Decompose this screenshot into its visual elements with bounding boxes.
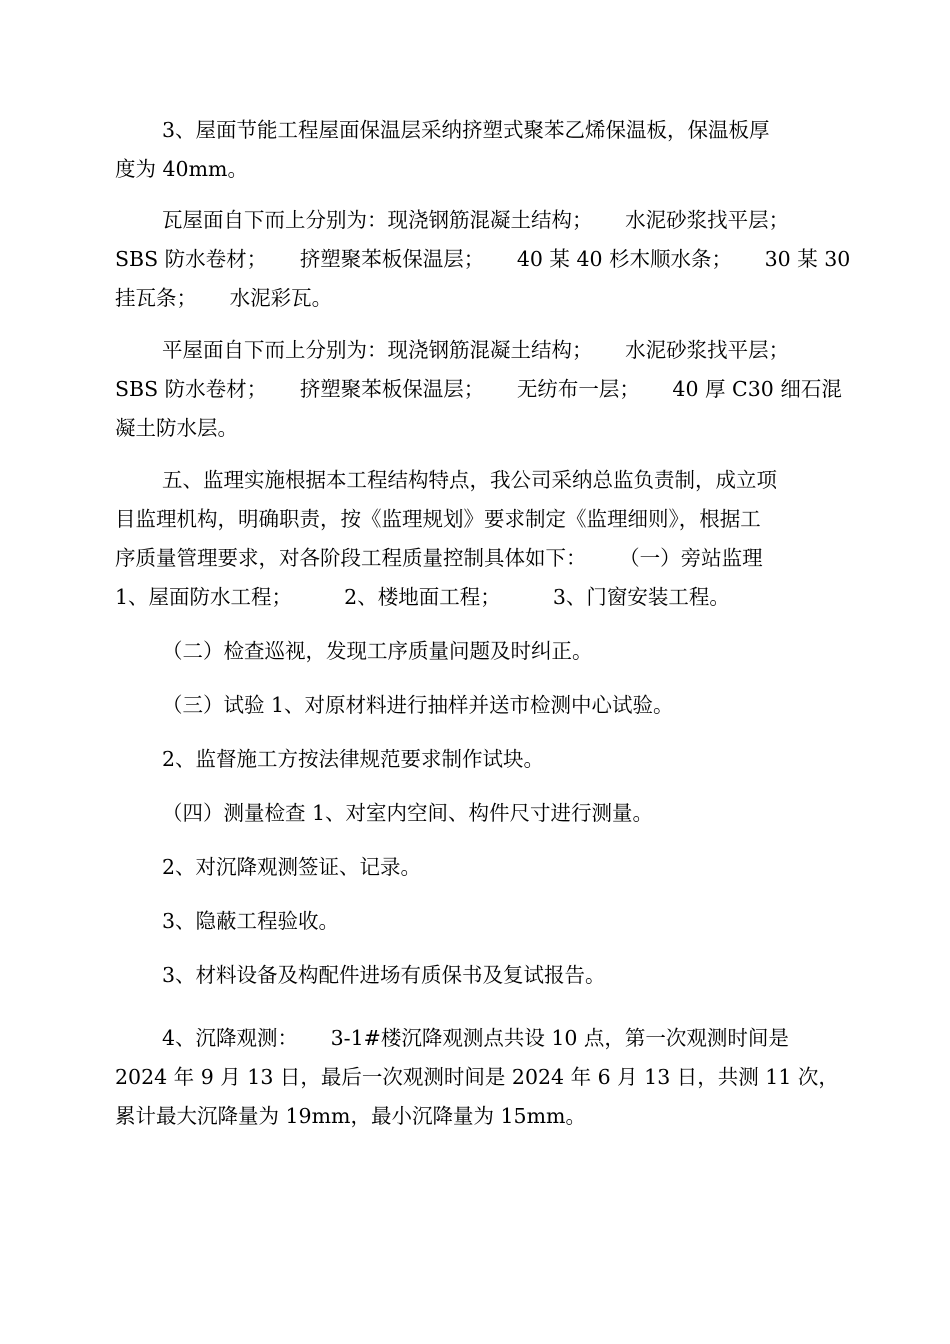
text-line: 3、材料设备及构配件进场有质保书及复试报告。 (162, 963, 606, 987)
text-line: 五、监理实施根据本工程结构特点，我公司采纳总监负责制，成立项 (162, 468, 777, 492)
text-line: （三）试验 1、对原材料进行抽样并送市检测中心试验。 (162, 693, 674, 717)
text-line: 4、沉降观测： 3-1#楼沉降观测点共设 10 点，第一次观测时间是 (162, 1026, 789, 1050)
text-line: 平屋面自下而上分别为：现浇钢筋混凝土结构； 水泥砂浆找平层； (162, 338, 790, 362)
text-line: 挂瓦条； 水泥彩瓦。 (115, 286, 333, 310)
text-line: 度为 40mm。 (115, 157, 248, 181)
text-line: 序质量管理要求，对各阶段工程质量控制具体如下： （一）旁站监理 (115, 546, 763, 570)
text-line: 目监理机构，明确职责，按《监理规划》要求制定《监理细则》，根据工 (115, 507, 761, 531)
text-line: SBS 防水卷材； 挤塑聚苯板保温层； 40 某 40 杉木顺水条； 30 某 30 (115, 247, 851, 271)
text-line: 累计最大沉降量为 19mm，最小沉降量为 15mm。 (115, 1104, 586, 1128)
text-line: 瓦屋面自下而上分别为：现浇钢筋混凝土结构； 水泥砂浆找平层； (162, 208, 790, 232)
text-line: 3、屋面节能工程屋面保温层采纳挤塑式聚苯乙烯保温板，保温板厚 (162, 118, 770, 142)
text-line: 3、隐蔽工程验收。 (162, 909, 340, 933)
text-line: 1、屋面防水工程； 2、楼地面工程； 3、门窗安装工程。 (115, 585, 730, 609)
text-line: （四）测量检查 1、对室内空间、构件尺寸进行测量。 (162, 801, 654, 825)
text-line: 2、监督施工方按法律规范要求制作试块。 (162, 747, 545, 771)
text-line: SBS 防水卷材； 挤塑聚苯板保温层； 无纺布一层； 40 厚 C30 细石混 (115, 377, 842, 401)
text-line: 2、对沉降观测签证、记录。 (162, 855, 422, 879)
text-line: 2024 年 9 月 13 日，最后一次观测时间是 2024 年 6 月 13 日，共测 11 次， (115, 1065, 839, 1089)
text-line: （二）检查巡视，发现工序质量问题及时纠正。 (162, 639, 593, 663)
text-line: 凝土防水层。 (115, 416, 238, 440)
